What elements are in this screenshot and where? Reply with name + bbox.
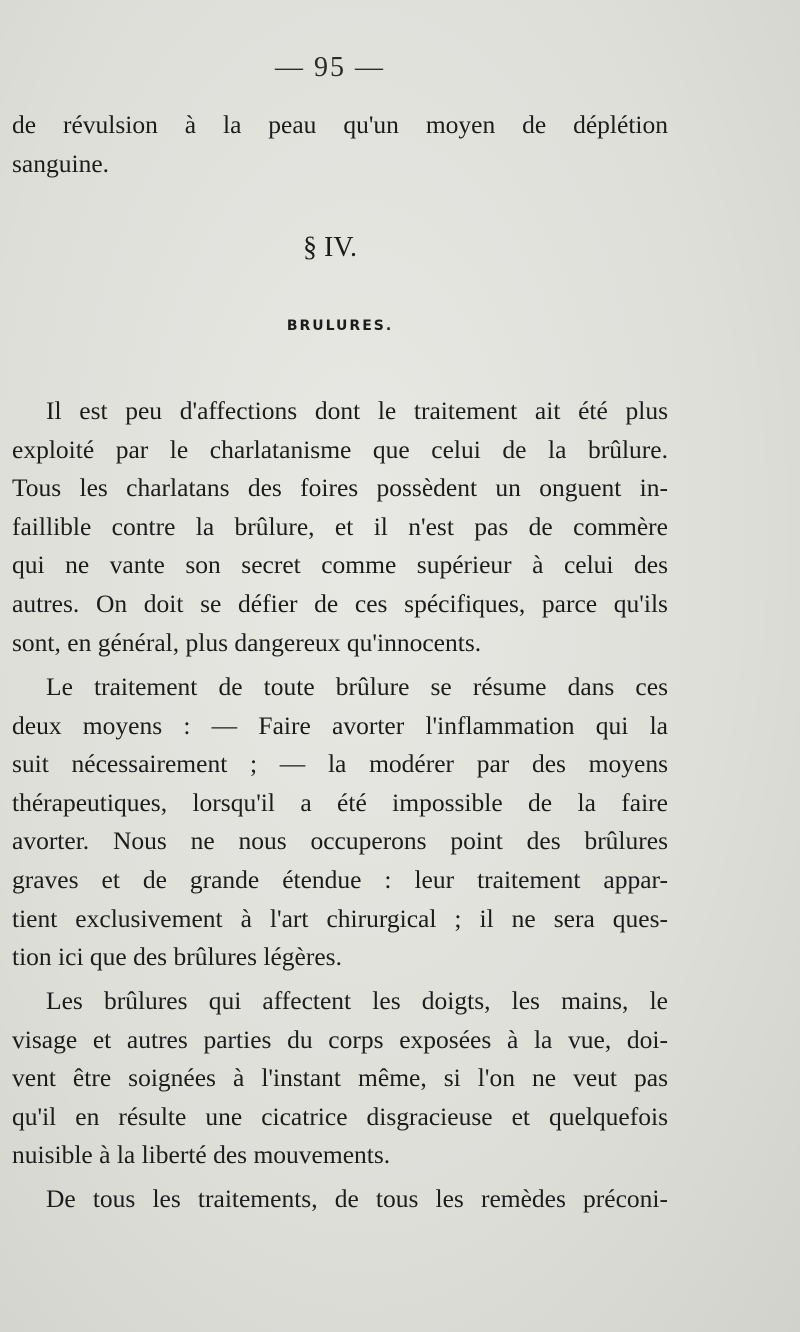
paragraph-4 (12, 1180, 668, 1219)
text-line: visage et autres parties du corps exposées à la vue, doi- (12, 1024, 668, 1054)
text-line: Il est peu d'affections dont le traitement ait été plus (46, 396, 668, 425)
text-line: sont, en général, plus dangereux qu'innocents. (12, 627, 482, 657)
text-line: nuisible à la liberté des mouvements. (12, 1140, 391, 1170)
text-line: graves et de grande étendue : leur traitement appar- (12, 864, 668, 894)
section-heading: § IV. (303, 232, 357, 263)
text-line: Les brûlures qui affectent les doigts, les mains, le (46, 986, 668, 1015)
text-line: tient exclusivement à l'art chirurgical ; il ne sera ques- (12, 903, 668, 933)
paragraph-3 (12, 982, 668, 1175)
paragraph-2 (12, 668, 668, 977)
text-line: vent être soignées à l'instant même, si l'on ne veut pas (12, 1063, 668, 1093)
intro-text (12, 106, 668, 183)
page-number: — 95 — (275, 52, 385, 83)
text-line: avorter. Nous ne nous occuperons point des brûlures (12, 826, 668, 856)
text-line: Le traitement de toute brûlure se résume dans ces (46, 672, 668, 701)
text-line: qui ne vante son secret comme supérieur à celui des (12, 550, 668, 580)
paragraph-1 (12, 392, 668, 662)
text-line: faillible contre la brûlure, et il n'est pas de commère (12, 511, 668, 541)
text-line: qu'il en résulte une cicatrice disgracieuse et quelquefois (12, 1101, 668, 1131)
text-line: sanguine. (12, 148, 110, 178)
text-line: suit nécessairement ; — la modérer par des moyens (12, 749, 668, 779)
text-line: exploité par le charlatanisme que celui de la brûlure. (12, 434, 668, 464)
text-line: De tous les traitements, de tous les remèdes préconi- (46, 1184, 668, 1213)
text-line: de révulsion à la peau qu'un moyen de déplétion (12, 110, 668, 139)
text-line: Tous les charlatans des foires possèdent un onguent in- (12, 473, 668, 503)
section-subheading: BRULURES. (286, 318, 394, 334)
text-line: deux moyens : — Faire avorter l'inflammation qui la (12, 710, 668, 740)
text-line: tion ici que des brûlures légères. (12, 942, 342, 972)
text-line: thérapeutiques, lorsqu'il a été impossible de la faire (12, 787, 668, 817)
text-line: autres. On doit se défier de ces spécifiques, parce qu'ils (12, 588, 668, 618)
